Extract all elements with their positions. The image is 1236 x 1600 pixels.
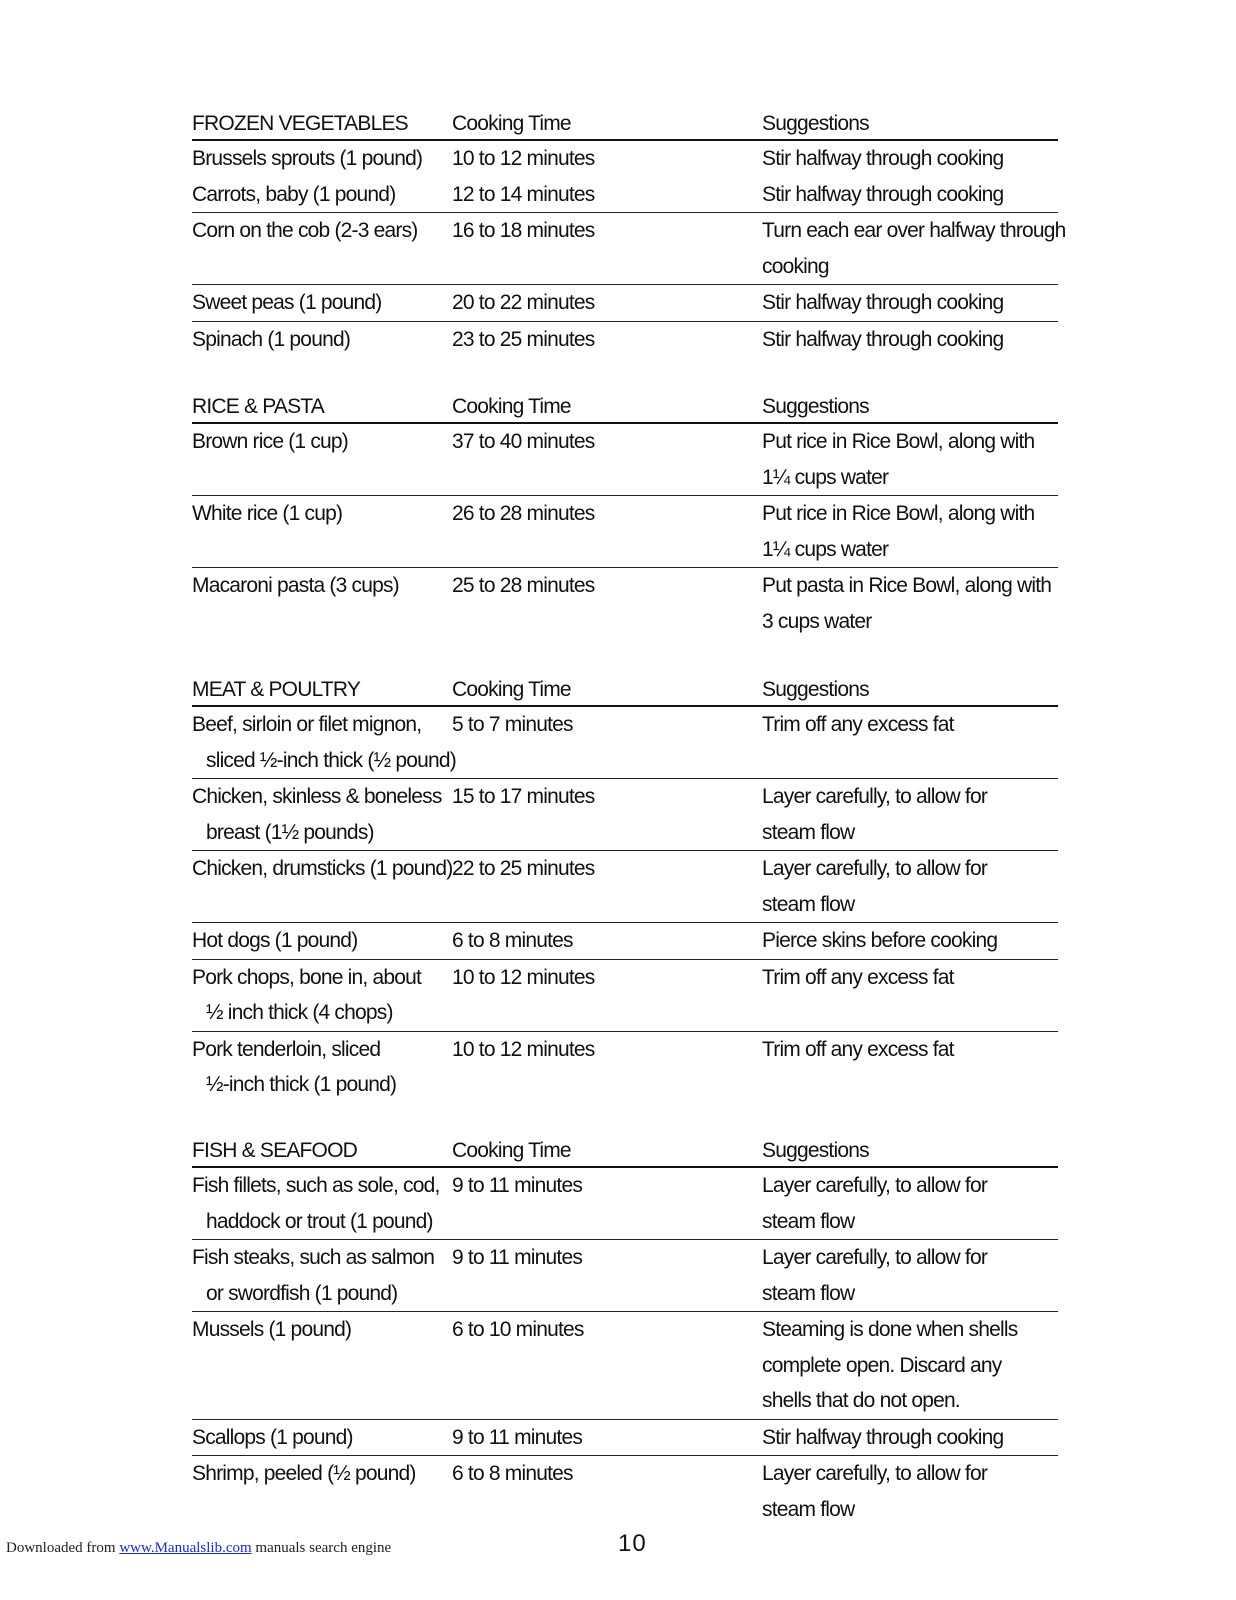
suggestion-line: steam flow — [762, 892, 855, 916]
table-row — [192, 321, 1058, 358]
table-row — [192, 424, 1058, 495]
food-item-line: ½ inch thick (4 chops) — [206, 1001, 393, 1024]
suggestion-line: steam flow — [762, 1209, 855, 1233]
food-item — [192, 177, 452, 213]
cooking-time-value: 9 to 11 minutes — [452, 1246, 583, 1269]
food-item — [192, 141, 452, 177]
suggestion-line: steam flow — [762, 820, 855, 844]
cooking-time — [452, 1032, 762, 1103]
cooking-time-value: 22 to 25 minutes — [452, 857, 595, 880]
suggestion-line: complete open. Discard any — [762, 1353, 1002, 1377]
suggestion-line: Layer carefully, to allow for — [762, 857, 988, 880]
table-row — [192, 177, 1058, 213]
table-row — [192, 495, 1058, 567]
suggestion — [762, 1312, 1058, 1419]
food-item-line: Scallops (1 pound) — [192, 1425, 353, 1449]
section-fish-seafood — [192, 1131, 1058, 1527]
suggestion-line: Layer carefully, to allow for — [762, 1246, 988, 1269]
cooking-time-value: 26 to 28 minutes — [452, 502, 595, 525]
table-row — [192, 707, 1058, 778]
food-item — [192, 568, 452, 639]
suggestion-line: Steaming is done when shells — [762, 1318, 1018, 1341]
suggestion-line: Trim off any excess fat — [762, 1037, 954, 1061]
cooking-time — [452, 424, 762, 495]
section-title: RICE & PASTA — [192, 395, 324, 418]
table-row — [192, 1031, 1058, 1103]
food-item-line: Mussels (1 pound) — [192, 1318, 352, 1341]
cooking-time — [452, 213, 762, 284]
section-frozen-vegetables — [192, 104, 1066, 357]
download-footer — [6, 1540, 391, 1557]
section-title: FISH & SEAFOOD — [192, 1139, 357, 1162]
section-title: FROZEN VEGETABLES — [192, 112, 408, 135]
suggestions-header: Suggestions — [762, 678, 869, 701]
cooking-time — [452, 1168, 762, 1239]
section-meat-poultry — [192, 670, 1058, 1103]
food-item-line: Hot dogs (1 pound) — [192, 929, 358, 952]
cooking-time — [452, 285, 762, 321]
suggestions-header: Suggestions — [762, 1139, 869, 1162]
suggestion — [762, 779, 1058, 850]
food-item-line: Macaroni pasta (3 cups) — [192, 574, 399, 597]
food-item — [192, 779, 452, 850]
suggestion — [762, 213, 1066, 284]
food-item-line: ½-inch thick (1 pound) — [206, 1073, 397, 1096]
food-item — [192, 285, 452, 321]
suggestion-line: Trim off any excess fat — [762, 713, 954, 736]
suggestion-line: Stir halfway through cooking — [762, 291, 1004, 314]
suggestions-header: Suggestions — [762, 395, 869, 418]
cooking-time — [452, 923, 762, 959]
food-item-line: Corn on the cob (2-3 ears) — [192, 219, 418, 242]
suggestion-line: 1¼ cups water — [762, 537, 889, 561]
section-header — [192, 670, 1058, 707]
food-item-line: sliced ½-inch thick (½ pound) — [206, 748, 456, 772]
cooking-time-value: 20 to 22 minutes — [452, 291, 595, 314]
cooking-time-header: Cooking Time — [452, 1139, 571, 1162]
suggestion — [762, 424, 1058, 495]
food-item-line: Carrots, baby (1 pound) — [192, 182, 396, 206]
food-item — [192, 322, 452, 358]
table-row — [192, 567, 1058, 639]
suggestion-line: Put rice in Rice Bowl, along with — [762, 430, 1035, 453]
section-header — [192, 387, 1058, 424]
food-item — [192, 1456, 452, 1527]
food-item-line: Fish fillets, such as sole, cod, — [192, 1174, 440, 1197]
suggestion — [762, 1456, 1058, 1527]
food-item-line: Pork chops, bone in, about — [192, 965, 422, 989]
food-item-line: breast (1½ pounds) — [206, 820, 374, 844]
suggestion-line: Stir halfway through cooking — [762, 1425, 1004, 1449]
suggestion-line: shells that do not open. — [762, 1389, 960, 1412]
cooking-time — [452, 1240, 762, 1311]
suggestion-line: 3 cups water — [762, 609, 872, 633]
food-item-line: Pork tenderloin, sliced — [192, 1037, 381, 1061]
footer-prefix: Downloaded from — [6, 1540, 120, 1556]
food-item-line: or swordfish (1 pound) — [206, 1281, 398, 1305]
cooking-time-header: Cooking Time — [452, 112, 571, 135]
cooking-time — [452, 1456, 762, 1527]
cooking-time-header: Cooking Time — [452, 678, 571, 701]
cooking-time-value: 12 to 14 minutes — [452, 182, 595, 206]
suggestion — [762, 322, 1058, 358]
suggestions-header: Suggestions — [762, 112, 869, 135]
suggestion — [762, 960, 1058, 1031]
food-item-line: White rice (1 cup) — [192, 502, 343, 525]
table-row — [192, 1239, 1058, 1311]
food-item — [192, 1168, 452, 1239]
table-row — [192, 959, 1058, 1031]
food-item-line: Sweet peas (1 pound) — [192, 291, 382, 314]
suggestion-line: steam flow — [762, 1497, 855, 1521]
cooking-time — [452, 851, 762, 922]
suggestion-line: Layer carefully, to allow for — [762, 1174, 988, 1197]
cooking-time — [452, 1420, 762, 1456]
suggestion — [762, 707, 1058, 778]
food-item — [192, 923, 452, 959]
food-item — [192, 213, 452, 284]
suggestion — [762, 568, 1058, 639]
suggestion-line: Stir halfway through cooking — [762, 147, 1004, 170]
table-row — [192, 1419, 1058, 1456]
suggestion-line: Layer carefully, to allow for — [762, 785, 988, 808]
table-row — [192, 1311, 1058, 1419]
cooking-time-header: Cooking Time — [452, 395, 571, 418]
food-item — [192, 424, 452, 495]
food-item — [192, 496, 452, 567]
section-rice-pasta — [192, 387, 1058, 639]
cooking-time — [452, 141, 762, 177]
suggestion — [762, 1240, 1058, 1311]
suggestion-line: Layer carefully, to allow for — [762, 1462, 988, 1485]
cooking-time-value: 23 to 25 minutes — [452, 327, 595, 351]
food-item-line: Chicken, drumsticks (1 pound) — [192, 857, 453, 880]
cooking-time-value: 10 to 12 minutes — [452, 147, 595, 170]
cooking-time — [452, 322, 762, 358]
table-row — [192, 141, 1058, 177]
food-item — [192, 851, 452, 922]
suggestion-line: cooking — [762, 254, 829, 278]
food-item-line: Shrimp, peeled (½ pound) — [192, 1462, 416, 1485]
food-item — [192, 1240, 452, 1311]
cooking-time-value: 10 to 12 minutes — [452, 1037, 595, 1061]
suggestion — [762, 177, 1058, 213]
suggestion — [762, 496, 1058, 567]
cooking-time-value: 6 to 8 minutes — [452, 929, 573, 952]
cooking-time-value: 9 to 11 minutes — [452, 1174, 583, 1197]
cooking-time-value: 6 to 8 minutes — [452, 1462, 573, 1485]
footer-suffix: manuals search engine — [251, 1540, 392, 1556]
food-item — [192, 960, 452, 1031]
suggestion — [762, 1168, 1058, 1239]
cooking-time — [452, 177, 762, 213]
food-item — [192, 1032, 452, 1103]
page-number: 10 — [618, 1530, 647, 1557]
cooking-time-value: 10 to 12 minutes — [452, 965, 595, 989]
cooking-time — [452, 960, 762, 1031]
food-item-line: Spinach (1 pound) — [192, 327, 351, 351]
table-row — [192, 922, 1058, 959]
cooking-time-value: 16 to 18 minutes — [452, 219, 595, 242]
suggestion-line: steam flow — [762, 1281, 855, 1305]
cooking-time-value: 37 to 40 minutes — [452, 430, 595, 453]
table-row — [192, 850, 1058, 922]
section-title: MEAT & POULTRY — [192, 678, 361, 701]
cooking-time — [452, 1312, 762, 1419]
section-header — [192, 104, 1058, 141]
suggestion-line: Stir halfway through cooking — [762, 182, 1004, 206]
suggestion — [762, 851, 1058, 922]
suggestion-line: Put rice in Rice Bowl, along with — [762, 502, 1035, 525]
food-item-line: Brussels sprouts (1 pound) — [192, 147, 423, 170]
cooking-time-value: 9 to 11 minutes — [452, 1425, 583, 1449]
suggestion-line: Stir halfway through cooking — [762, 327, 1004, 351]
cooking-time — [452, 496, 762, 567]
suggestion — [762, 923, 1058, 959]
cooking-time — [452, 568, 762, 639]
food-item-line: Fish steaks, such as salmon — [192, 1246, 435, 1269]
cooking-time-value: 5 to 7 minutes — [452, 713, 573, 736]
suggestion-line: 1¼ cups water — [762, 465, 889, 489]
suggestion — [762, 141, 1058, 177]
suggestion — [762, 285, 1058, 321]
food-item-line: Beef, sirloin or filet mignon, — [192, 713, 422, 736]
suggestion-line: Turn each ear over halfway through — [762, 219, 1066, 242]
food-item-line: haddock or trout (1 pound) — [206, 1209, 433, 1233]
food-item-line: Brown rice (1 cup) — [192, 430, 348, 453]
food-item — [192, 707, 456, 778]
cooking-time — [452, 707, 762, 778]
food-item-line: Chicken, skinless & boneless — [192, 785, 442, 808]
table-row — [192, 284, 1058, 321]
food-item — [192, 1420, 452, 1456]
table-row — [192, 1168, 1058, 1239]
cooking-time-value: 15 to 17 minutes — [452, 785, 595, 808]
cooking-time-value: 6 to 10 minutes — [452, 1318, 584, 1341]
suggestion — [762, 1032, 1058, 1103]
suggestion — [762, 1420, 1058, 1456]
section-header — [192, 1131, 1058, 1168]
food-item — [192, 1312, 452, 1419]
table-row — [192, 1455, 1058, 1527]
table-row — [192, 212, 1066, 284]
cooking-time — [452, 779, 762, 850]
suggestion-line: Pierce skins before cooking — [762, 929, 998, 952]
suggestion-line: Trim off any excess fat — [762, 965, 954, 989]
suggestion-line: Put pasta in Rice Bowl, along with — [762, 574, 1052, 597]
cooking-time-value: 25 to 28 minutes — [452, 574, 595, 597]
manualslib-link[interactable]: www.Manualslib.com — [119, 1540, 252, 1556]
table-row — [192, 778, 1058, 850]
